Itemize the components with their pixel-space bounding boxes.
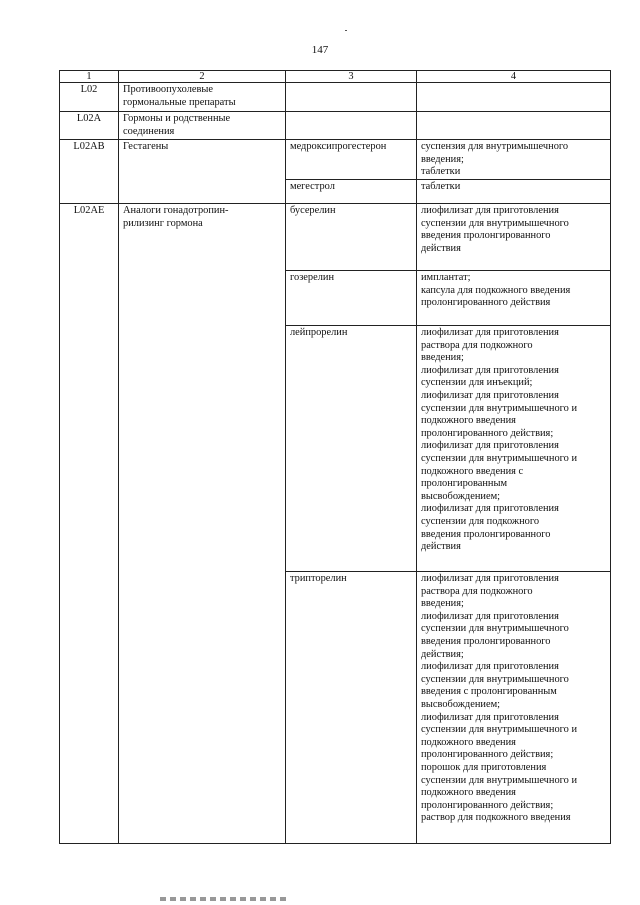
- form-cell: [417, 271, 611, 326]
- form-text: лиофилизат для приготовления суспензии для внутримышечного введения пролонгированного действия: [421, 205, 569, 254]
- column-header: 3: [286, 71, 417, 83]
- form-cell: [417, 112, 611, 140]
- column-header: 2: [119, 71, 286, 83]
- scan-speck: [345, 30, 347, 31]
- form-text: лиофилизат для приготовления раствора для подкожного введения; лиофилизат для приготовления суспензии для инъекций; лиофилизат для приготовления суспензии для внутримышечного и подкожного введения пролонгированного действия; лиофилизат для приготовления суспензии для внутримышечного и подкожного введения с пролонгированным высвобождением; лиофилизат для приготовления суспензии для подкожного введения пролонгированного действия: [421, 327, 578, 553]
- form-text: имплантат; капсула для подкожного введения пролонгированного действия: [421, 272, 571, 309]
- form-text: таблетки: [421, 181, 461, 192]
- page-number: 147: [311, 44, 329, 56]
- group-text: Противоопухолевые гормональные препараты: [123, 84, 236, 108]
- atc-code-cell: [60, 326, 119, 572]
- atc-code-cell: L02: [60, 83, 119, 112]
- atc-code-cell: [60, 572, 119, 844]
- drug-cell: лейпрорелин: [286, 326, 417, 572]
- form-cell: [417, 83, 611, 112]
- group-cell: [119, 572, 286, 844]
- form-cell: [417, 204, 611, 271]
- column-header: 1: [60, 71, 119, 83]
- table-row: [60, 326, 611, 572]
- group-text: Гестагены: [123, 141, 169, 152]
- form-text: суспензия для внутримышечного введения; таблетки: [421, 141, 569, 178]
- table-header-row: [60, 71, 611, 83]
- atc-code-cell: [60, 180, 119, 204]
- table-row: [60, 83, 611, 112]
- atc-code-cell: [60, 271, 119, 326]
- atc-code-cell: L02A: [60, 112, 119, 140]
- table-row: [60, 112, 611, 140]
- group-cell: [119, 83, 286, 112]
- atc-code-cell: L02AB: [60, 140, 119, 180]
- form-cell: [417, 140, 611, 180]
- column-header: 4: [417, 71, 611, 83]
- drug-cell: трипторелин: [286, 572, 417, 844]
- table-row: [60, 180, 611, 204]
- group-text: Аналоги гонадотропин- рилизинг гормона: [123, 205, 229, 229]
- atc-code-cell: L02AE: [60, 204, 119, 271]
- group-cell: [119, 112, 286, 140]
- drug-cell: бусерелин: [286, 204, 417, 271]
- drug-cell: [286, 112, 417, 140]
- form-cell: [417, 180, 611, 204]
- group-cell: [119, 140, 286, 180]
- table-row: [60, 140, 611, 180]
- group-cell: [119, 271, 286, 326]
- drug-table: [59, 70, 611, 844]
- drug-cell: [286, 83, 417, 112]
- table-row: [60, 204, 611, 271]
- group-text: Гормоны и родственные соединения: [123, 113, 231, 137]
- form-cell: [417, 326, 611, 572]
- drug-cell: гозерелин: [286, 271, 417, 326]
- table-row: [60, 271, 611, 326]
- scan-footer-marks: [160, 897, 290, 901]
- drug-cell: мегестрол: [286, 180, 417, 204]
- form-cell: [417, 572, 611, 844]
- group-cell: [119, 180, 286, 204]
- drug-cell: медроксипрогестерон: [286, 140, 417, 180]
- form-text: лиофилизат для приготовления раствора для подкожного введения; лиофилизат для приготовления суспензии для внутримышечного введения пролонгированного действия; лиофилизат для приготовления суспензии для внутримышечного введения с пролонгированным высвобождением; лиофилизат для приготовления суспензии для внутримышечного и подкожного введения пролонгированного действия; порошок для приготовления суспензии для внутримышечного и подкожного введения пролонгированного действия; раствор для подкожного введения: [421, 573, 578, 824]
- table-row: [60, 572, 611, 844]
- group-cell: [119, 326, 286, 572]
- group-cell: [119, 204, 286, 271]
